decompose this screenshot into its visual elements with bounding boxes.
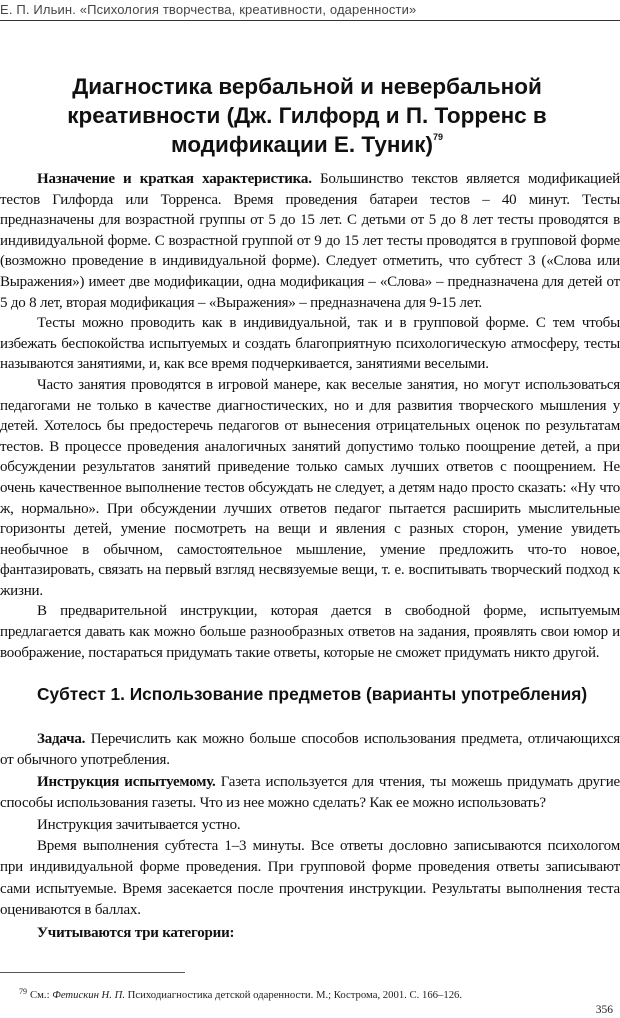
paragraph-timing — [0, 836, 620, 922]
paragraph-text: Газета используется для чтения, ты можешь придумать другие способы использования газеты. Что из нее можно сделать? Как ее можно использовать? — [0, 773, 620, 812]
page-title-text: Диагностика вербальной и невербальной креативности (Дж. Гилфорд и П. Торренс в модификации Е. Туник) — [67, 74, 547, 157]
subtest-heading: Субтест 1. Использование предметов (варианты употребления) — [37, 684, 588, 704]
paragraph-categories — [0, 923, 620, 944]
footnote-number: 79 — [19, 987, 27, 996]
paragraph-text: Тесты можно проводить как в индивидуальной, так и в групповой форме. С тем чтобы избежать беспокойства испытуемых и создать благоприятную психологическую атмосферу, тесты называются занятиями, и, как все время подчеркивается, занятиями веселыми. — [0, 315, 620, 373]
title-footnote-ref[interactable]: 79 — [433, 132, 444, 142]
paragraph-forms — [0, 313, 620, 375]
footnote-rule — [0, 972, 185, 973]
paragraph-lead: Назначение и краткая характеристика. — [37, 171, 312, 187]
page-title — [46, 72, 568, 159]
paragraph-lead: Задача. — [37, 731, 86, 747]
paragraph-text: Большинство текстов является модификацией тестов Гилфорда или Торренса. Время проведения батареи тестов – 40 минут. Тесты предназначены для возрастной группы от 5 до 15 лет. С детьми от 5 до 8 лет тесты проводятся в индивидуальной форме. С возрастной группой от 9 до 15 лет тесты проводятся в групповой форме (возможно проведение в индивидуальной форме). Следует отметить, что субтест 3 («Слова или Выражения») имеет две модификации, одна модификация – «Слова» – предназначена для детей от 5 до 8 лет, вторая модификация – «Выражения» – предназначена для 9-15 лет. — [0, 171, 620, 311]
paragraph-text: Инструкция зачитывается устно. — [37, 816, 241, 833]
subtest-body — [0, 729, 620, 944]
footnote-text: Психодиагностика детской одаренности. М.; Кострома, 2001. С. 166–126. — [125, 989, 463, 1001]
section-intro — [0, 169, 620, 663]
paragraph-text: Время выполнения субтеста 1–3 минуты. Все ответы дословно записываются психологом при индивидуальной форме проведения. При групповой форме проведения ответы записывают сами испытуемые. Время засекается после прочтения инструкции. Результаты выполнения теста оцениваются в баллах. — [0, 838, 620, 919]
paragraph-lead: Инструкция испытуемому. — [37, 773, 216, 790]
paragraph-text: Перечислить как можно больше способов использования предмета, отличающихся от обычного употребления. — [0, 731, 620, 769]
footnote-prefix: См.: — [30, 989, 53, 1001]
paragraph-instruction — [0, 601, 620, 663]
paragraph-text: Часто занятия проводятся в игровой манере, как веселые занятия, но могут использоваться педагогами не только в качестве диагностических, но и для развития творческого мышления у детей. Хотелось бы предостеречь педагогов от вынесения отрицательных оценок по результатам тестов. В процессе проведения аналогичных занятий допустимо только поощрение детей, а при обсуждении результатов занятий приведение только самых лучших ответов с поощрением. Не очень качественное выполнение тестов обсуждать не следует, а детям надо просто сказать: «Ну что ж, нормально». При обсуждении лучших ответов педагог пытается расширить мыслительные горизонты детей, умение посмотреть на вещи и явления с разных сторон, умение увидеть необычное в обычном, самостоятельное мышление, умение предложить что-то новое, фантазировать, связать на первый взгляд несвязуемые вещи, т. е. воспитывать творческий подход к жизни. — [0, 376, 620, 599]
paragraph-oral — [0, 815, 620, 836]
page-number: 356 — [595, 1004, 613, 1016]
paragraph-game-manner — [0, 375, 620, 602]
paragraph-text: В предварительной инструкции, которая дается в свободной форме, испытуемым предлагается давать как можно больше разнообразных ответов на задания, проявлять свои юмор и воображение, постараться придумать такие ответы, которые не сможет придумать никто другой. — [0, 603, 620, 661]
categories-label: Учитываются три категории: — [37, 924, 235, 941]
paragraph-task — [0, 729, 620, 772]
paragraph-purpose — [0, 169, 620, 313]
footnote-author: Фетискин Н. П. — [52, 989, 125, 1001]
paragraph-subject-instruction — [0, 772, 620, 815]
running-header: Е. П. Ильин. «Психология творчества, креативности, одаренности» — [0, 2, 417, 17]
header-rule — [0, 20, 620, 21]
footnote — [19, 987, 462, 1001]
